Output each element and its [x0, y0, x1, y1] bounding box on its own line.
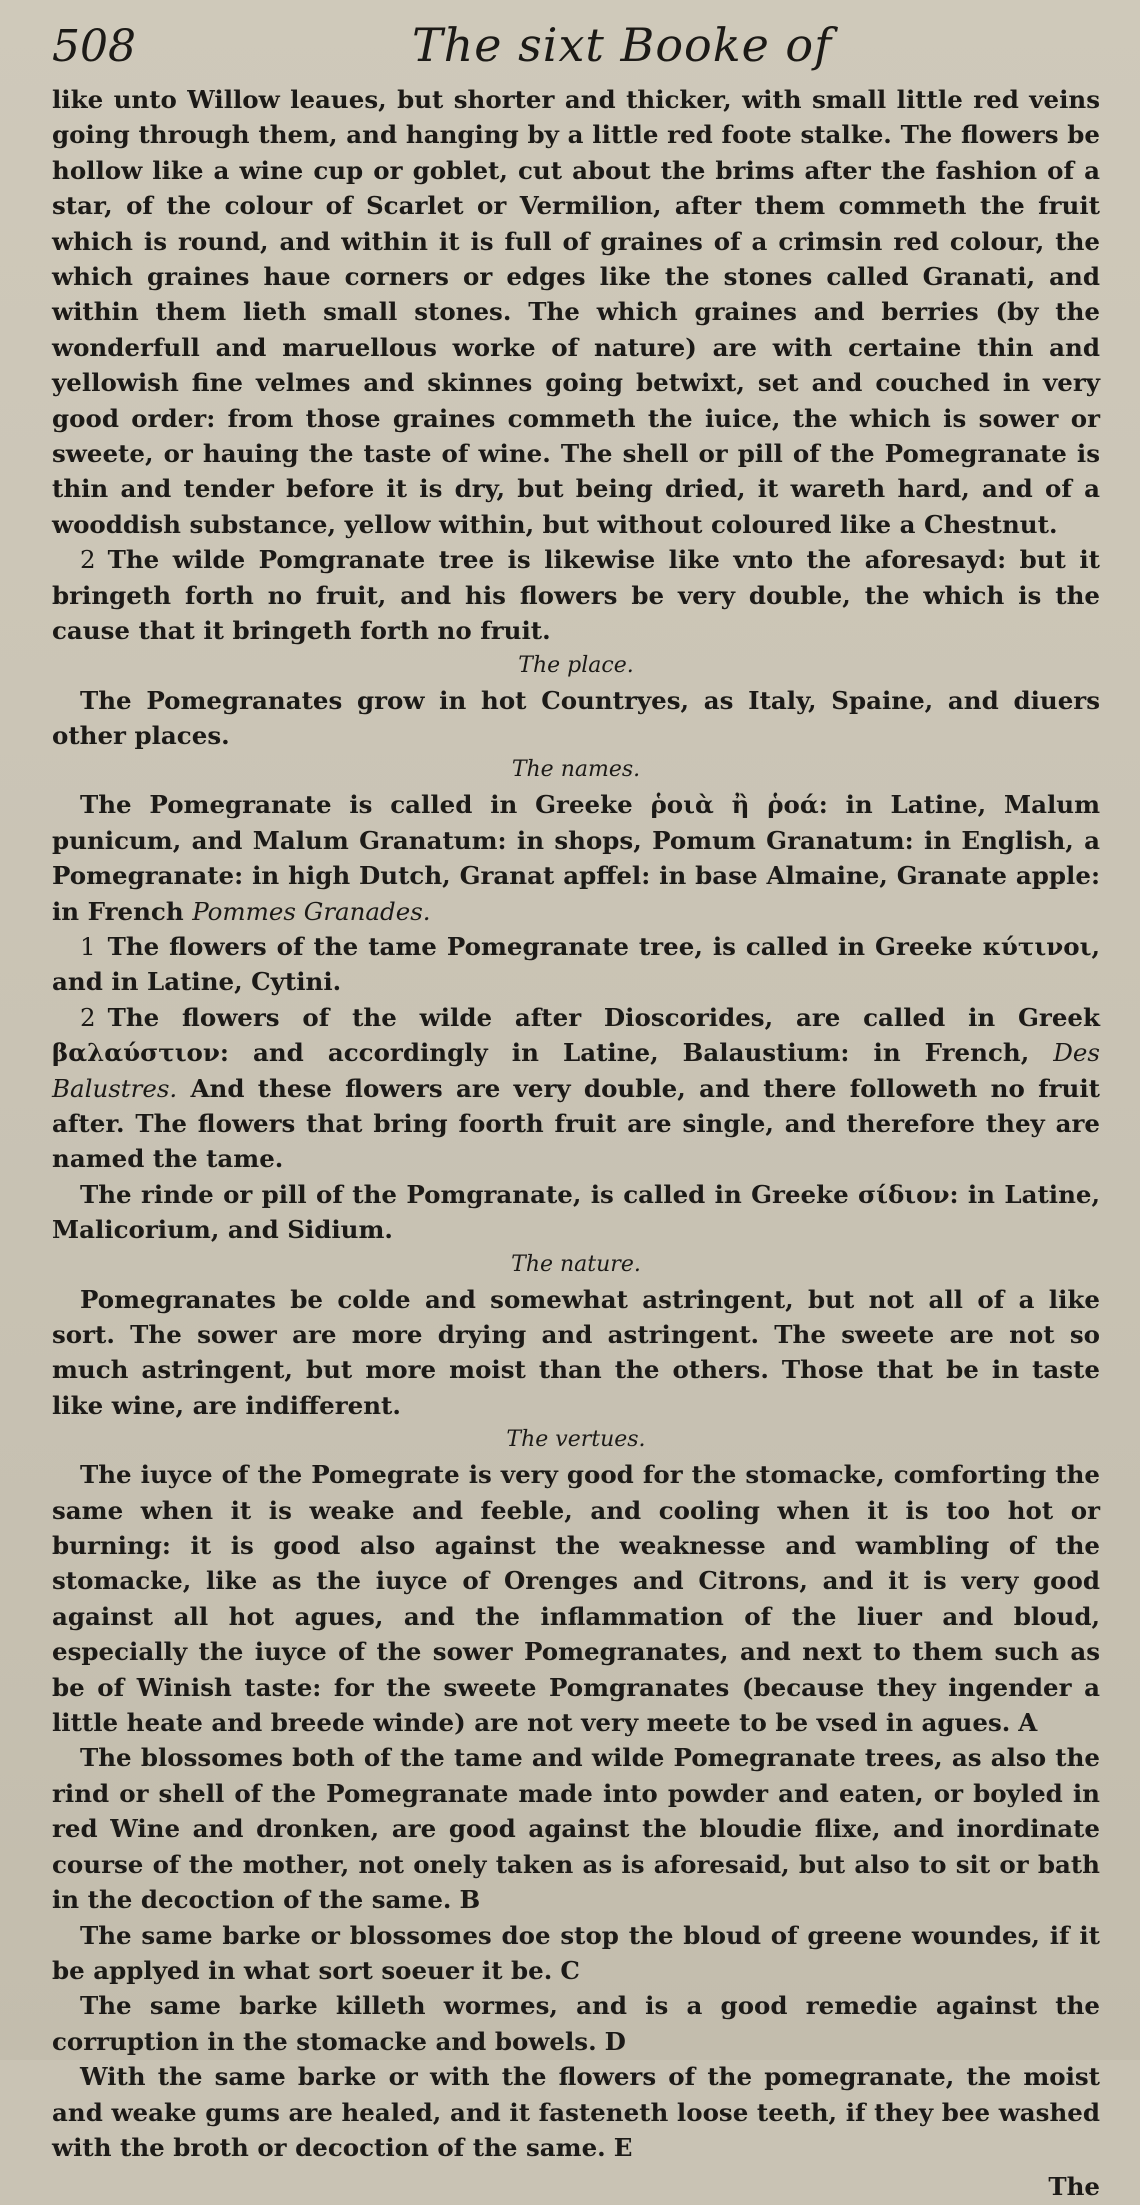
margin-letter: C [560, 1955, 580, 1985]
heading-place: The place. [518, 652, 634, 678]
paragraph-vertues-e [52, 2059, 1100, 2165]
paragraph-names-item-1 [52, 929, 1100, 1000]
page-body [52, 82, 1100, 2205]
paragraph-names-item-2 [52, 1000, 1100, 1177]
margin-letter: E [613, 2132, 633, 2162]
item-text-continued: And these flowers are very double, and there followeth no fruit after. The flowers that bring foorth fruit are single, and therefore they are named the tame. [52, 1073, 1100, 1174]
vertue-text: The same barke or blossomes doe stop the bloud of greene woundes, if it be applyed in what sort soeuer it be. [52, 1920, 1100, 1985]
catchword: The [1048, 2172, 1100, 2202]
vertue-text: The blossomes both of the tame and wilde Pomegranate trees, as also the rind or shell of the Pomegranate made into powder and eaten, or boyled in red Wine and dronken, are good against the bloudie flixe, and inordinate course of the mother, not onely taken as is aforesaid, but also to sit or bath in the decoction of the same. [52, 1743, 1100, 1915]
paragraph-description: like unto Willow leaues, but shorter and thicker, with small little red veins going through them, and hanging by a little red foote stalke. The flowers be hollow like a wine cup or goblet, cut about the brims after the fashion of a star, of the colour of Scarlet or Vermilion, after them commeth the fruit which is round, and within it is full of graines of a crimsin red colour, the which graines haue corners or edges like the stones called Granati, and within them lieth small stones. The which graines and berries (by the wonderfull and maruellous worke of nature) are with certaine thin and yellowish fine velmes and skinnes going betwixt, set and couched in very good order: from those graines commeth the iuice, the which is sower or sweete, or hauing the taste of wine. The shell or pill of the Pomegranate is thin and tender before it is dry, but being dried, it wareth hard, and of a wooddish substance, yellow within, but without coloured like a Chestnut. [52, 85, 1100, 539]
paragraph-vertues-b [52, 1740, 1100, 1917]
paragraph-place: The Pomegranates grow in hot Countryes, as Italy, Spaine, and diuers other places. [52, 685, 1100, 750]
heading-vertues: The vertues. [506, 1427, 646, 1453]
item-number: 2 [80, 545, 96, 575]
vertue-text: The same barke killeth wormes, and is a good remedie against the corruption in the stomacke and bowels. [52, 1991, 1100, 2056]
item-text: The flowers of the wilde after Dioscorides, are called in Greek βαλαύστιον: and accordingly in Latine, Balaustium: in French, [52, 1002, 1100, 1068]
paragraph-vertues-a [52, 1457, 1100, 1740]
item-text: The flowers of the tame Pomegranate tree, is called in Greeke κύτινοι, and in Latine, Cytini. [52, 931, 1100, 997]
names-text: The Pomegranate is called in Greeke ῥοιὰ ἢ ῥοά: in Latine, Malum punicum, and Malum Granatum: in shops, Pomum Granatum: in English, a Pomegranate: in high Dutch, Granat apffel: in base Almaine, Granate apple: in French [52, 790, 1100, 926]
paragraph-names [52, 787, 1100, 929]
paragraph-vertues-c [52, 1918, 1100, 1989]
paragraph-wilde-pomegranate [52, 542, 1100, 648]
paragraph-text: The wilde Pomgranate tree is likewise like vnto the aforesayd: but it bringeth forth no fruit, and his flowers be very double, the which is the cause that it bringeth forth no fruit. [52, 545, 1100, 646]
margin-letter: B [459, 1885, 481, 1915]
vertue-text: With the same barke or with the flowers of the pomegranate, the moist and weake gums are healed, and it fasteneth loose teeth, if they bee washed with the broth or decoction of the same. [52, 2062, 1100, 2162]
running-title: The sixt Booke of [412, 18, 833, 72]
paragraph-vertues-d [52, 1988, 1100, 2059]
paragraph-rind: The rinde or pill of the Pomgranate, is called in Greeke σίδιον: in Latine, Malicorium, and Sidium. [52, 1179, 1100, 1245]
names-french: Pommes Granades. [192, 896, 431, 926]
paragraph-nature: Pomegranates be colde and somewhat astringent, but not all of a like sort. The sower are more drying and astringent. The sweete are not so much astringent, but more moist than the others. Those that be in taste like wine, are indifferent. [52, 1284, 1100, 1420]
margin-letter: A [1018, 1708, 1038, 1738]
heading-names: The names. [511, 757, 641, 783]
heading-nature: The nature. [511, 1251, 641, 1277]
item-number: 1 [80, 931, 96, 961]
item-french: Des Balustres. [52, 1038, 1100, 1103]
margin-letter: D [604, 2026, 626, 2056]
page-header [52, 18, 1100, 82]
item-number: 2 [80, 1002, 96, 1032]
vertue-text: The iuyce of the Pomegrate is very good for the stomacke, comforting the same when it is weake and feeble, and cooling when it is too hot or burning: it is good also against the weaknesse and wambling of the stomacke, like as the iuyce of Orenges and Citrons, and it is very good against all hot agues, and the inflammation of the liuer and bloud, especially the iuyce of the sower Pomegranates, and next to them such as be of Winish taste: for the sweete Pomgranates (because they ingender a little heate and breede winde) are not very meete to be vsed in agues. [52, 1460, 1100, 1738]
page-number: 508 [52, 21, 136, 72]
